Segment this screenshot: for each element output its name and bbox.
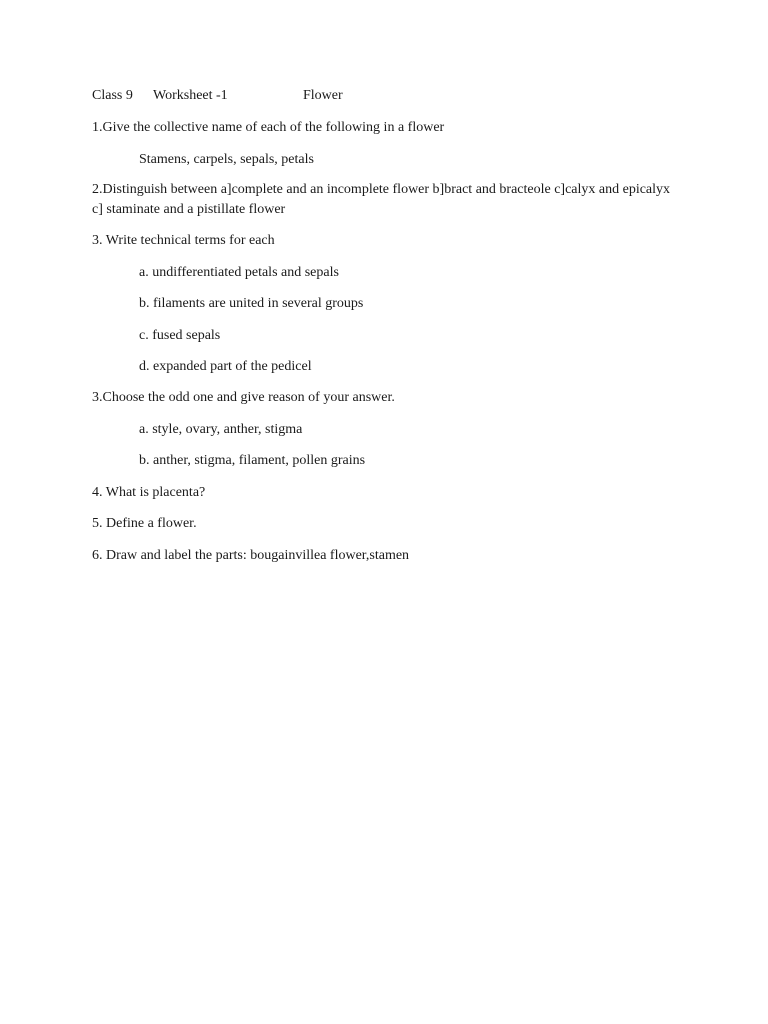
- question-1: 1.Give the collective name of each of the following in a flower: [92, 120, 445, 135]
- topic-label: Flower: [303, 88, 343, 103]
- question-1-items: Stamens, carpels, sepals, petals: [139, 152, 314, 167]
- worksheet-label: Worksheet -1: [153, 88, 228, 103]
- question-2: 2.Distinguish between a]complete and an incomplete flower b]bract and bracteole c]calyx and epicalyx c] staminate and a pistillate flower: [92, 182, 671, 217]
- question-odd-one: 3.Choose the odd one and give reason of your answer.: [92, 390, 395, 405]
- question-3-option-a: a. undifferentiated petals and sepals: [139, 265, 339, 280]
- question-3-option-d: d. expanded part of the pedicel: [139, 359, 312, 374]
- question-6: 6. Draw and label the parts: bougainvillea flower,stamen: [92, 548, 410, 563]
- question-3-option-b: b. filaments are united in several groups: [139, 296, 364, 311]
- question-3-option-c: c. fused sepals: [139, 328, 221, 343]
- question-5: 5. Define a flower.: [92, 516, 197, 531]
- question-odd-one-option-b: b. anther, stigma, filament, pollen grains: [139, 453, 366, 468]
- question-odd-one-option-a: a. style, ovary, anther, stigma: [139, 422, 303, 437]
- question-4: 4. What is placenta?: [92, 485, 206, 500]
- worksheet-header: [0, 87, 768, 105]
- class-label: Class 9: [92, 88, 133, 103]
- question-3: 3. Write technical terms for each: [92, 233, 275, 248]
